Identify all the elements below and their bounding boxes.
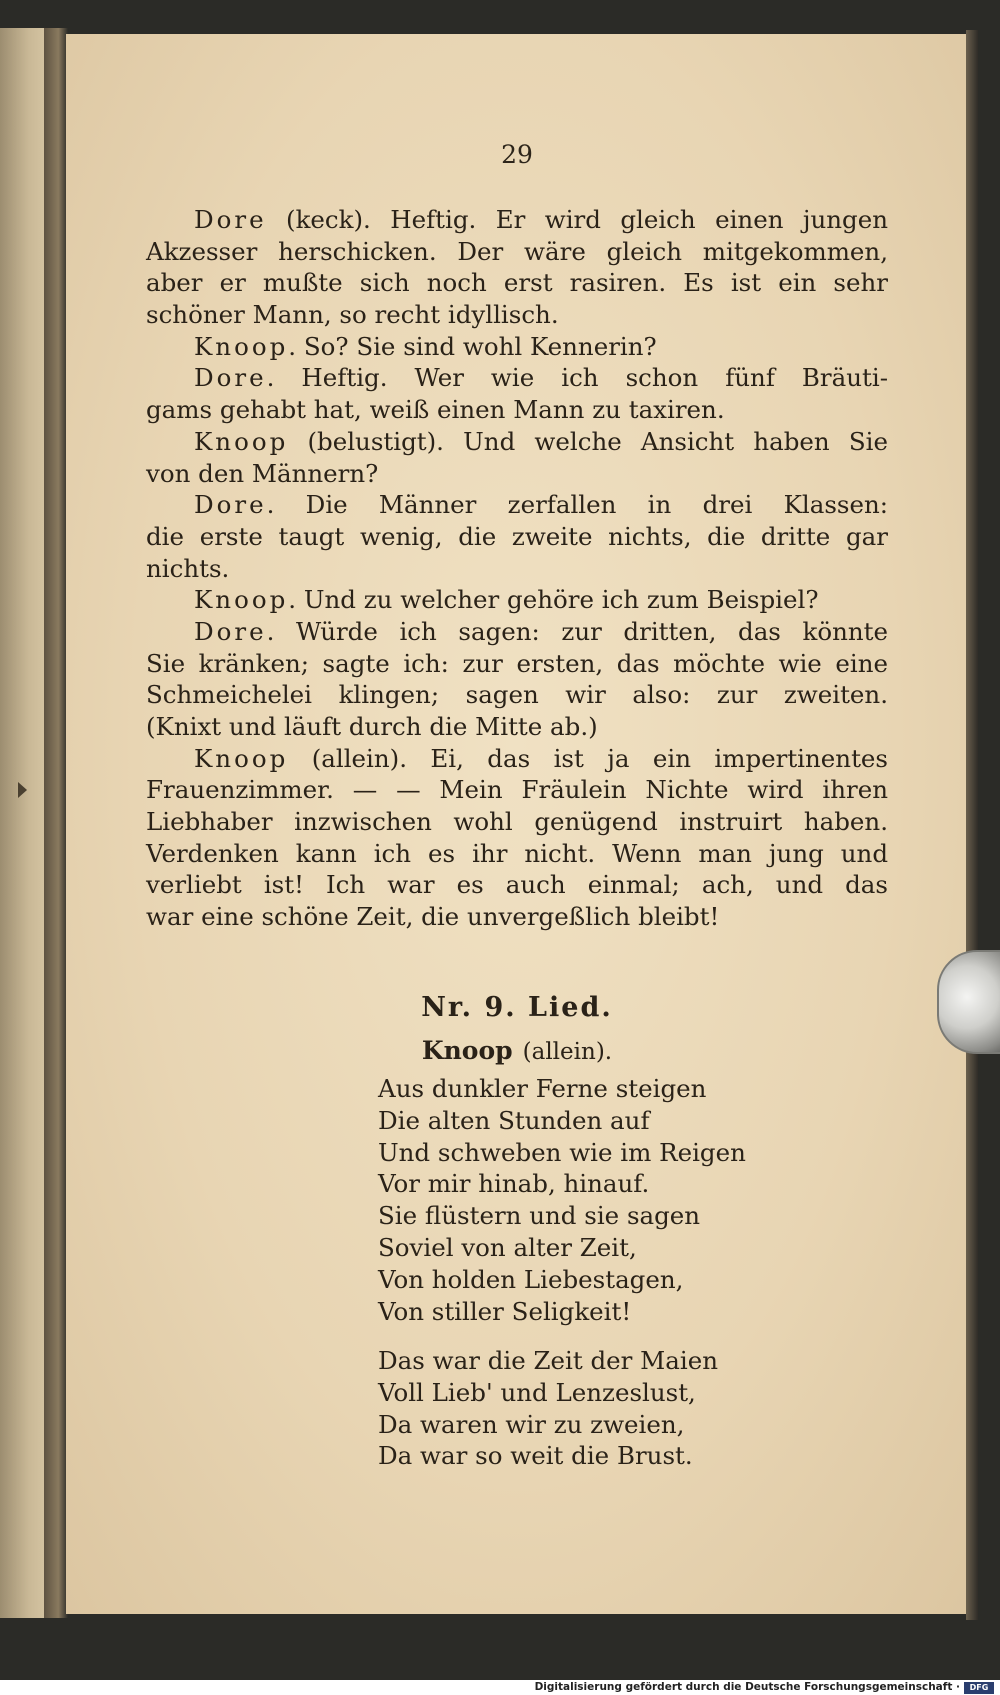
prose-text: (belustigt). Und welche Ansicht haben Sie — [288, 426, 888, 456]
prose-line — [146, 616, 888, 648]
verse-line: Da waren wir zu zweien, — [378, 1409, 685, 1439]
song-verse-1 — [378, 1073, 798, 1327]
verse-line: Das war die Zeit der Maien — [378, 1346, 718, 1375]
verse-line: Vor mir hinab, hinauf. — [378, 1169, 650, 1199]
prose-text: . Die Männer zerfallen in drei Klassen: — [266, 490, 888, 520]
song-verse-2 — [378, 1345, 798, 1472]
speaker-name: Knoop — [194, 426, 289, 456]
prose-text: Verdenken kann ich es ihr nicht. Wenn man jung und — [146, 838, 888, 868]
verse-line: Aus dunkler Ferne steigen — [378, 1074, 707, 1103]
prose-line — [146, 553, 888, 585]
prose-line — [146, 743, 888, 775]
book-page — [66, 34, 966, 1614]
prose-text: Frauenzimmer. — — Mein Fräulein Nichte wird ihren — [146, 775, 888, 805]
prose-text: Sie kränken; sagte ich: zur ersten, das möchte wie eine — [146, 648, 888, 678]
verse-line: Sie flüstern und sie sagen — [378, 1201, 701, 1231]
book-right-edge — [966, 30, 978, 1620]
prose-text: (allein). Ei, das ist ja ein impertinentes — [288, 743, 888, 773]
dialogue-prose — [146, 204, 888, 933]
prose-text: . Würde ich sagen: zur dritten, das könnte — [266, 616, 888, 646]
prose-text: . So? Sie sind wohl Kennerin? — [288, 331, 657, 361]
prose-text: Liebhaber inzwischen wohl genügend instruirt haben. — [146, 807, 888, 837]
prose-line — [146, 901, 888, 933]
prose-line — [146, 267, 888, 299]
prose-text: aber er mußte sich noch erst rasiren. Es ist ein sehr — [146, 268, 888, 298]
prose-line — [146, 711, 888, 743]
book-gutter-shadow — [44, 28, 68, 1618]
speaker-name: Dore — [194, 363, 267, 393]
prose-line — [146, 521, 888, 553]
prose-text: war eine schöne Zeit, die unvergeßlich bleibt! — [146, 902, 720, 932]
prose-line — [146, 648, 888, 680]
prose-text: Schmeichelei klingen; sagen wir also: zur zweiten. — [146, 680, 888, 710]
prose-line — [146, 331, 888, 363]
speaker-name: Knoop — [194, 585, 289, 615]
prose-line — [146, 869, 888, 901]
singer-name: Knoop — [421, 1036, 513, 1065]
prose-line — [146, 806, 888, 838]
prose-line — [146, 299, 888, 331]
prose-text: nichts. — [146, 553, 230, 583]
prose-line — [146, 426, 888, 458]
singer-note: (allein). — [522, 1039, 613, 1065]
page-marker-arrow-icon — [18, 782, 27, 798]
prose-line — [146, 774, 888, 806]
speaker-name: Dore — [194, 490, 267, 520]
prose-line — [146, 362, 888, 394]
prose-text: verliebt ist! Ich war es auch einmal; ach, und das — [146, 870, 888, 900]
verse-line: Die alten Stunden auf — [378, 1105, 650, 1135]
page-number: 29 — [501, 140, 533, 169]
prose-text: (keck). Heftig. Er wird gleich einen jungen — [266, 205, 888, 234]
prose-text: von den Männern? — [146, 458, 379, 488]
scanner-clip — [937, 950, 1000, 1054]
prose-line — [146, 838, 888, 870]
prose-line — [146, 458, 888, 490]
song-singer — [146, 1036, 888, 1065]
prose-line — [146, 489, 888, 521]
funding-credit: Digitalisierung gefördert durch die Deutsche Forschungsgemeinschaft · — [534, 1681, 960, 1693]
prose-text: . Heftig. Wer wie ich schon fünf Bräuti- — [266, 363, 888, 393]
prose-text: schöner Mann, so recht idyllisch. — [146, 300, 559, 330]
speaker-name: Dore — [194, 205, 267, 234]
song-title: Nr. 9. Lied. — [421, 992, 613, 1023]
verse-line: Von holden Liebestagen, — [378, 1264, 684, 1294]
prose-text: (Knixt und läuft durch die Mitte ab.) — [146, 712, 598, 741]
speaker-name: Knoop — [194, 743, 289, 773]
prose-line — [146, 584, 888, 616]
speaker-name: Knoop — [194, 331, 289, 361]
dfg-logo: DFG — [964, 1682, 994, 1694]
verse-line: Von stiller Seligkeit! — [378, 1296, 632, 1326]
speaker-name: Dore — [194, 616, 267, 646]
verse-line: Und schweben wie im Reigen — [378, 1137, 746, 1167]
verse-line: Da war so weit die Brust. — [378, 1441, 693, 1471]
prose-line — [146, 394, 888, 426]
prose-line — [146, 679, 888, 711]
prose-line — [146, 236, 888, 268]
prose-text: gams gehabt hat, weiß einen Mann zu taxiren. — [146, 395, 725, 425]
prose-text: die erste taugt wenig, die zweite nichts, die dritte gar — [146, 521, 888, 551]
verse-line: Soviel von alter Zeit, — [378, 1232, 637, 1262]
verse-line: Voll Lieb' und Lenzeslust, — [378, 1377, 696, 1407]
prose-text: . Und zu welcher gehöre ich zum Beispiel? — [288, 585, 819, 615]
prose-text: Akzesser herschicken. Der wäre gleich mitgekommen, — [146, 236, 888, 266]
prose-line — [146, 204, 888, 236]
